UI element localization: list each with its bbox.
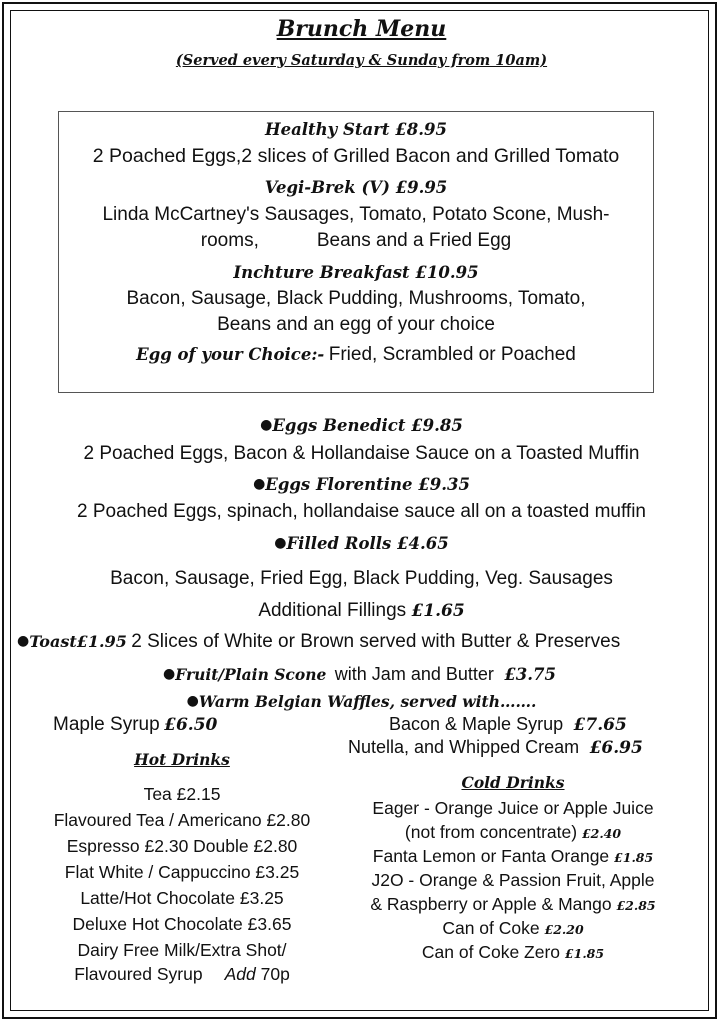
waffles-maple (53, 714, 217, 736)
waffles-nutella-label: Nutella, and Whipped Cream (348, 737, 580, 757)
flavoured-syrup-label: Flavoured Syrup (74, 964, 203, 984)
bullet-icon: ● (17, 633, 30, 649)
vegi-brek-desc-line2 (59, 230, 653, 252)
vegi-brek-beans: Beans and a Fried Egg (316, 230, 512, 251)
additional-fillings-label: Additional Fillings (258, 600, 407, 621)
coke-price: £2.20 (544, 922, 584, 937)
add-label: Add (224, 964, 256, 984)
cold-drink-j2o-line2: & Raspberry or Apple & Mango £2.85 (370, 894, 656, 914)
hot-drink-item: Flavoured Tea / Americano £2.80 (53, 810, 311, 830)
waffles-nutella (348, 737, 643, 758)
cold-drink-eager-line2: (not from concentrate) £2.40 (404, 822, 622, 842)
hot-drink-item: Espresso £2.30 Double £2.80 (66, 836, 298, 856)
cold-drink-eager-line1: Eager - Orange Juice or Apple Juice (372, 798, 654, 818)
waffles-nutella-price: £6.95 (589, 738, 643, 758)
hot-drink-item: Flat White / Cappuccino £3.25 (64, 862, 300, 882)
eggs-florentine-name: ●Eggs Florentine £9.35 (253, 475, 470, 494)
eggs-benedict-name: ●Eggs Benedict £9.85 (260, 416, 463, 435)
cold-drinks-heading: Cold Drinks (461, 773, 565, 792)
waffles-bacon-maple (389, 714, 627, 735)
egg-choice (59, 344, 653, 366)
scone-price: £3.75 (504, 665, 556, 684)
fanta-price: £1.85 (614, 850, 654, 865)
egg-choice-options: Fried, Scrambled or Poached (328, 344, 576, 365)
coke-zero-price: £1.85 (564, 946, 605, 961)
hot-drink-item: Latte/Hot Chocolate £3.25 (80, 888, 284, 908)
hot-drink-last-line (0, 964, 364, 985)
hot-drink-item: Tea £2.15 (143, 784, 221, 804)
hot-drinks-heading: Hot Drinks (134, 750, 230, 769)
waffles-bacon-maple-label: Bacon & Maple Syrup (389, 714, 564, 734)
healthy-start-desc: 2 Poached Eggs,2 slices of Grilled Bacon and Grilled Tomato (92, 145, 620, 167)
waffles-maple-price: £6.50 (164, 715, 218, 735)
hot-drink-item: Dairy Free Milk/Extra Shot/ (77, 940, 287, 960)
waffles-bacon-maple-price: £7.65 (573, 715, 627, 735)
egg-choice-label: Egg of your Choice:- (136, 345, 325, 364)
inchture-desc-line2: Beans and an egg of your choice (217, 314, 495, 335)
menu-subtitle: (Served every Saturday & Sunday from 10am) (175, 52, 548, 69)
scone-name: ●Fruit/Plain Scone (163, 665, 327, 684)
additional-fillings (0, 600, 723, 622)
scone-line (0, 664, 721, 685)
waffles-name: ●Warm Belgian Waffles, served with……. (186, 692, 537, 711)
cold-drink-fanta: Fanta Lemon or Fanta Orange £1.85 (372, 846, 654, 866)
hot-drink-item: Deluxe Hot Chocolate £3.65 (72, 914, 292, 934)
toast-name: ●Toast£1.95 (17, 632, 127, 651)
toast-desc: 2 Slices of White or Brown served with Butter & Preserves (131, 631, 621, 652)
bullet-icon: ● (260, 417, 273, 433)
cold-drink-coke: Can of Coke £2.20 (442, 918, 584, 938)
inchture-name: Inchture Breakfast £10.95 (233, 263, 479, 282)
additional-fillings-price: £1.65 (411, 601, 465, 621)
toast-line (17, 631, 717, 653)
add-price: 70p (260, 964, 290, 984)
vegi-brek-name: Vegi-Brek (V) £9.95 (264, 178, 448, 197)
filled-rolls-desc: Bacon, Sausage, Fried Egg, Black Pudding, Veg. Sausages (110, 568, 613, 589)
eggs-florentine-desc: 2 Poached Eggs, spinach, hollandaise sauce all on a toasted muffin (77, 501, 646, 522)
cold-drink-coke-zero: Can of Coke Zero £1.85 (421, 942, 605, 962)
eager-price: £2.40 (581, 826, 622, 841)
menu-title: Brunch Menu (276, 16, 447, 42)
bullet-icon: ● (274, 535, 287, 551)
j2o-price: £2.85 (616, 898, 656, 913)
filled-rolls-name: ●Filled Rolls £4.65 (274, 534, 449, 553)
bullet-icon: ● (253, 476, 266, 492)
vegi-brek-desc-line1: Linda McCartney's Sausages, Tomato, Potato Scone, Mush- (102, 204, 610, 225)
scone-desc: with Jam and Butter (334, 664, 494, 684)
breakfast-box (58, 111, 654, 393)
bullet-icon: ● (186, 693, 199, 709)
bullet-icon: ● (163, 666, 176, 682)
inchture-desc-line1: Bacon, Sausage, Black Pudding, Mushrooms, Tomato, (126, 288, 586, 309)
eggs-benedict-desc: 2 Poached Eggs, Bacon & Hollandaise Sauce on a Toasted Muffin (83, 443, 640, 464)
healthy-start-name: Healthy Start £8.95 (265, 120, 447, 139)
waffles-maple-label: Maple Syrup (53, 714, 160, 735)
cold-drink-j2o-line1: J2O - Orange & Passion Fruit, Apple (371, 870, 655, 890)
vegi-brek-rooms: rooms, (200, 230, 259, 251)
